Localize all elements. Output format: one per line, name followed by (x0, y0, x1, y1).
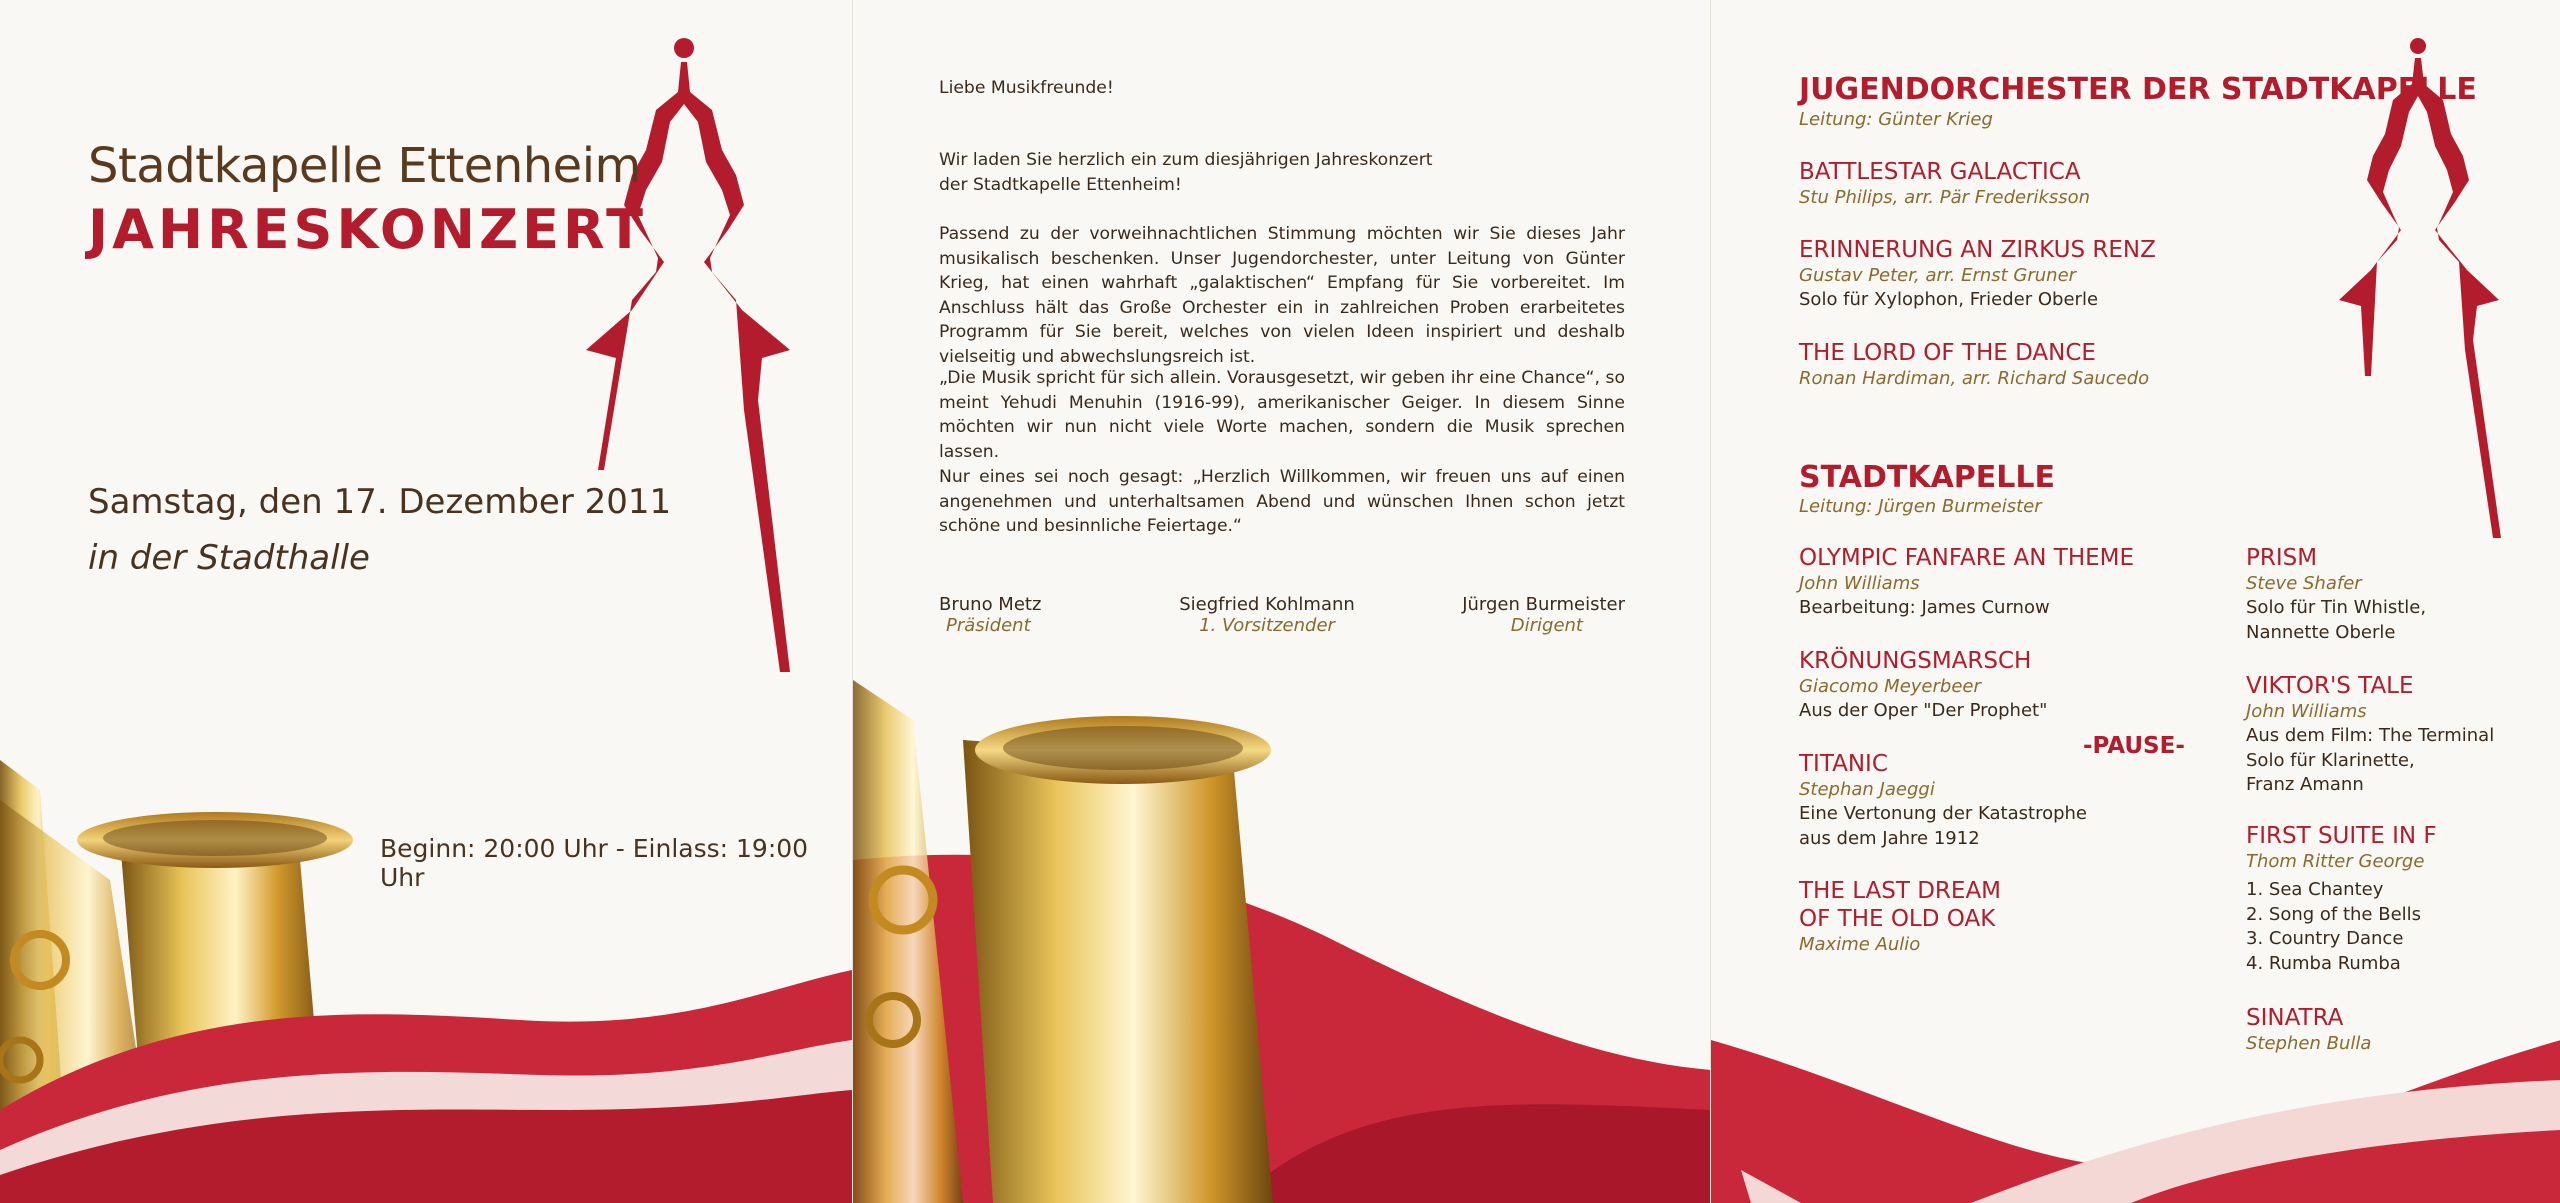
signature-role: Präsident (946, 615, 1031, 636)
cover-title: Stadtkapelle Ettenheim (88, 138, 641, 194)
program-piece (1799, 158, 2090, 210)
piece-composer: Ronan Hardiman, arr. Richard Saucedo (1799, 368, 2150, 389)
signature-role: 1. Vorsitzender (1199, 615, 1335, 636)
piece-title: ERINNERUNG AN ZIRKUS RENZ (1799, 237, 2156, 263)
piece-composer: Gustav Peter, arr. Ernst Gruner (1799, 265, 2077, 286)
signature-name: Jürgen Burmeister (1462, 594, 1625, 615)
signature-conductor (1425, 594, 1625, 636)
piece-title: OLYMPIC FANFARE AN THEME (1799, 545, 2135, 571)
piece-composer: Stu Philips, arr. Pär Frederiksson (1799, 187, 2091, 208)
youth-orchestra-heading: JUGENDORCHESTER DER STADTKAPELLE (1799, 72, 2477, 107)
letter-paragraph-4: Nur eines sei noch gesagt: „Herzlich Willkommen, wir freuen uns auf einen angenehmen und unterhaltsamen Abend und wünschen Ihnen schon jetzt schöne und besinnliche Feiertage.“ (939, 467, 1625, 537)
piece-movement: 1. Sea Chantey (2246, 879, 2384, 900)
piece-composer: Thom Ritter George (2246, 851, 2425, 872)
piece-movement: 4. Rumba Rumba (2246, 952, 2401, 974)
letter-paragraph-1 (939, 148, 1625, 197)
program-piece (1799, 236, 2156, 313)
piece-title: VIKTOR'S TALE (2246, 673, 2414, 699)
piece-title: TITANIC (1799, 751, 1888, 777)
piece-note: Aus der Oper "Der Prophet" (1799, 700, 2048, 721)
program-piece (2246, 672, 2494, 798)
program-piece (1799, 750, 2087, 851)
piece-title: OF THE OLD OAK (1799, 906, 1996, 932)
main-orchestra-leader: Leitung: Jürgen Burmeister (1799, 496, 2042, 517)
youth-orchestra-leader: Leitung: Günter Krieg (1799, 109, 1993, 130)
program-panel (1710, 0, 2560, 1203)
cover-subtitle: JAHRESKONZERT (88, 198, 647, 261)
concert-venue: in der Stadthalle (88, 538, 370, 578)
cover-panel (0, 0, 852, 1203)
signature-role: Dirigent (1510, 615, 1583, 636)
piece-composer: Stephen Bulla (2246, 1033, 2372, 1054)
signature-name: Siegfried Kohlmann (1179, 594, 1355, 615)
program-piece (1799, 877, 2001, 957)
concert-times: Beginn: 20:00 Uhr - Einlass: 19:00 Uhr (380, 834, 809, 892)
piece-note: Solo für Xylophon, Frieder Oberle (1799, 289, 2099, 310)
piece-composer: Steve Shafer (2246, 573, 2362, 594)
red-wave-ribbon (1711, 1040, 2560, 1203)
letter-paragraph-1-line-1: Wir laden Sie herzlich ein zum diesjährigen Jahreskonzert (939, 150, 1433, 170)
piece-note: Nannette Oberle (2246, 621, 2396, 643)
piece-title: PRISM (2246, 545, 2318, 571)
piece-title: SINATRA (2246, 1005, 2344, 1031)
signature-president (939, 594, 1041, 636)
piece-composer: Giacomo Meyerbeer (1799, 676, 1981, 697)
piece-note: Aus dem Film: The Terminal (2246, 725, 2495, 746)
program-piece (2246, 822, 2437, 976)
main-orchestra-heading: STADTKAPELLE (1799, 460, 2055, 495)
letter-paragraph-2: Passend zu der vorweihnachtlichen Stimmung möchten wir Sie dieses Jahr musikalisch beschenken. Unser Jugendorchester, unter Leitung von Günter Krieg, hat einen wahrhaft „galaktischen“ Empfang für Sie vorbereitet. Im Anschluss hält das Große Orchester ein in zahlreichen Proben erarbeitetes Programm für Sie bereit, welches von vielen Ideen inspiriert und deshalb vielseitig und abwechslungsreich ist. (939, 224, 1625, 367)
letter-paragraph-1-line-2: der Stadtkapelle Ettenheim! (939, 174, 1182, 195)
piece-composer: Maxime Aulio (1799, 934, 1921, 955)
piece-title: THE LAST DREAM (1799, 878, 2002, 904)
piece-title: FIRST SUITE IN F (2246, 823, 2437, 849)
letter-paragraph-3: „Die Musik spricht für sich allein. Vorausgesetzt, wir geben ihr eine Chance“, so meint Yehudi Menuhin (1916-99), amerikanischer Geiger. In diesem Sinne möchten wir nun nicht viele Worte machen, sondern die Musik sprechen lassen. (939, 368, 1625, 462)
piece-note: Solo für Tin Whistle, (2246, 597, 2427, 618)
piece-composer: Stephan Jaeggi (1799, 779, 1935, 800)
concert-date: Samstag, den 17. Dezember 2011 (88, 482, 672, 522)
piece-composer: John Williams (1799, 573, 1920, 594)
piece-note: Solo für Klarinette, (2246, 749, 2415, 771)
piece-composer: John Williams (2246, 701, 2367, 722)
church-tower-silhouette (586, 38, 790, 672)
piece-movement: 2. Song of the Bells (2246, 903, 2422, 925)
program-piece (1799, 339, 2149, 391)
piece-note: Eine Vertonung der Katastrophe (1799, 803, 2087, 824)
signature-name: Bruno Metz (939, 594, 1042, 615)
saxophone-image (853, 680, 1273, 1203)
piece-title: KRÖNUNGSMARSCH (1799, 648, 2032, 674)
program-piece (1799, 544, 2134, 621)
letter-panel (852, 0, 1711, 1203)
piece-note: aus dem Jahre 1912 (1799, 827, 1980, 849)
pause-marker: -PAUSE- (2083, 733, 2185, 759)
piece-note: Bearbeitung: James Curnow (1799, 597, 2050, 618)
program-piece (1799, 647, 2047, 724)
church-tower-silhouette (2339, 38, 2501, 538)
program-piece (2246, 544, 2426, 645)
signature-chairman (1167, 594, 1367, 636)
piece-title: BATTLESTAR GALACTICA (1799, 159, 2081, 185)
piece-movement: 3. Country Dance (2246, 928, 2404, 949)
letter-greeting: Liebe Musikfreunde! (939, 78, 1114, 98)
piece-note: Franz Amann (2246, 774, 2364, 795)
piece-title: THE LORD OF THE DANCE (1799, 340, 2096, 366)
program-piece (2246, 1004, 2371, 1056)
